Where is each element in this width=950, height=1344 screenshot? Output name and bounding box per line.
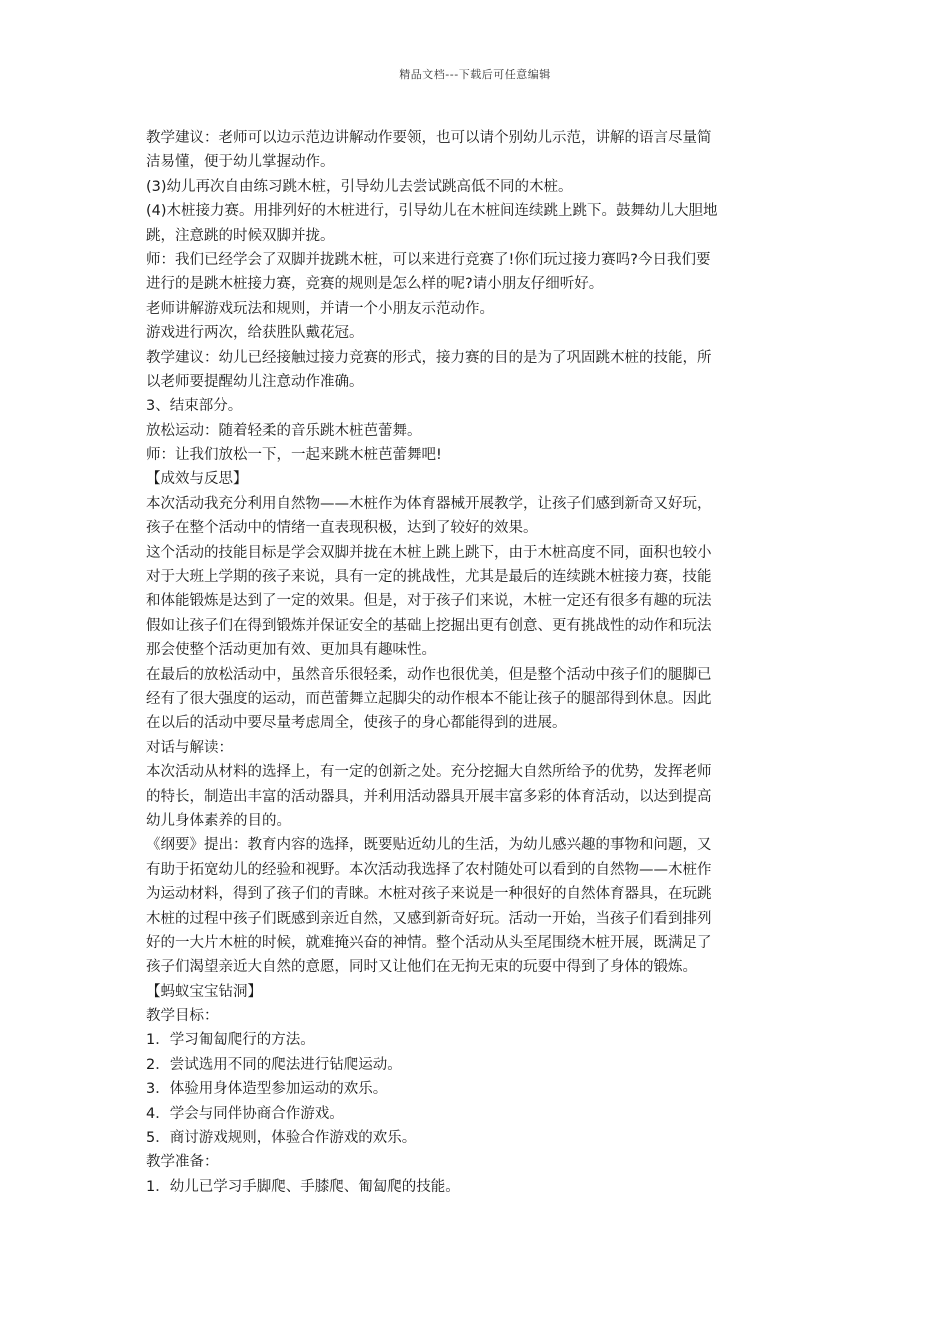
paragraph-line: 跳，注意跳的时候双脚并拢。 — [146, 227, 335, 244]
paragraph-line: 《纲要》提出：教育内容的选择，既要贴近幼儿的生活，为幼儿感兴趣的事物和问题，又 — [146, 837, 712, 854]
section-subheading: 3、结束部分。 — [146, 398, 243, 415]
paragraph-line: 的特长，制造出丰富的活动器具，并利用活动器具开展丰富多彩的体育活动，以达到提高 — [146, 788, 712, 805]
page-header: 精品文档---下载后可任意编辑 — [399, 68, 551, 81]
paragraph-line: 老师讲解游戏玩法和规则，并请一个小朋友示范动作。 — [146, 300, 494, 317]
list-item: 5．商讨游戏规则，体验合作游戏的欢乐。 — [146, 1130, 417, 1147]
list-item: 2．尝试选用不同的爬法进行钻爬运动。 — [146, 1056, 402, 1073]
section-heading-ant-activity: 【蚂蚁宝宝钻洞】 — [146, 983, 262, 1000]
paragraph-line: 对于大班上学期的孩子来说，具有一定的挑战性，尤其是最后的连续跳木桩接力赛，技能 — [146, 569, 712, 586]
paragraph-line: 好的一大片木桩的时候，就难掩兴奋的神情。整个活动从头至尾围绕木桩开展，既满足了 — [146, 934, 712, 951]
paragraph-line: 以老师要提醒幼儿注意动作准确。 — [146, 373, 364, 390]
paragraph-line: 和体能锻炼是达到了一定的效果。但是，对于孩子们来说，木桩一定还有很多有趣的玩法 — [146, 593, 712, 610]
paragraph-line: 在最后的放松活动中，虽然音乐很轻柔，动作也很优美，但是整个活动中孩子们的腿脚已 — [146, 666, 712, 683]
list-item: 1．幼儿已学习手脚爬、手膝爬、匍匐爬的技能。 — [146, 1178, 460, 1195]
paragraph-line: 师：让我们放松一下，一起来跳木桩芭蕾舞吧! — [146, 447, 442, 464]
list-item: 1．学习匍匐爬行的方法。 — [146, 1032, 315, 1049]
paragraph-line: 师：我们已经学会了双脚并拢跳木桩，可以来进行竞赛了!你们玩过接力赛吗?今日我们要 — [146, 251, 711, 268]
paragraph-line: 木桩的过程中孩子们既感到亲近自然，又感到新奇好玩。活动一开始，当孩子们看到排列 — [146, 910, 712, 927]
section-subheading: 对话与解读： — [146, 739, 233, 756]
paragraph-line: (3)幼儿再次自由练习跳木桩，引导幼儿去尝试跳高低不同的木桩。 — [146, 178, 573, 195]
list-item: 3．体验用身体造型参加运动的欢乐。 — [146, 1081, 388, 1098]
paragraph-line: (4)木桩接力赛。用排列好的木桩进行，引导幼儿在木桩间连续跳上跳下。鼓舞幼儿大胆地 — [146, 203, 718, 220]
paragraph-line: 假如让孩子们在得到锻炼并保证安全的基础上挖掘出更有创意、更有挑战性的动作和玩法 — [146, 617, 712, 634]
section-subheading: 教学准备： — [146, 1154, 219, 1171]
paragraph-line: 本次活动从材料的选择上，有一定的创新之处。充分挖掘大自然所给予的优势，发挥老师 — [146, 764, 712, 781]
paragraph-line: 有助于拓宽幼儿的经验和视野。本次活动我选择了农村随处可以看到的自然物——木桩作 — [146, 861, 712, 878]
paragraph-line: 教学建议：幼儿已经接触过接力竞赛的形式，接力赛的目的是为了巩固跳木桩的技能，所 — [146, 349, 712, 366]
section-heading-reflection: 【成效与反思】 — [146, 471, 248, 488]
paragraph-line: 放松运动：随着轻柔的音乐跳木桩芭蕾舞。 — [146, 422, 422, 439]
list-item: 4．学会与同伴协商合作游戏。 — [146, 1105, 344, 1122]
paragraph-line: 进行的是跳木桩接力赛，竞赛的规则是怎么样的呢?请小朋友仔细听好。 — [146, 276, 604, 293]
paragraph-line: 孩子在整个活动中的情绪一直表现积极，达到了较好的效果。 — [146, 520, 538, 537]
paragraph-line: 孩子们渴望亲近大自然的意愿，同时又让他们在无拘无束的玩耍中得到了身体的锻炼。 — [146, 959, 697, 976]
paragraph-line: 在以后的活动中要尽量考虑周全，使孩子的身心都能得到的进展。 — [146, 715, 567, 732]
section-subheading: 教学目标： — [146, 1008, 219, 1025]
paragraph-line: 游戏进行两次，给获胜队戴花冠。 — [146, 325, 364, 342]
paragraph-line: 幼儿身体素养的目的。 — [146, 812, 291, 829]
paragraph-line: 教学建议：老师可以边示范边讲解动作要领，也可以请个别幼儿示范，讲解的语言尽量简 — [146, 130, 712, 146]
paragraph-line: 经有了很大强度的运动，而芭蕾舞立起脚尖的动作根本不能让孩子的腿部得到休息。因此 — [146, 690, 712, 707]
paragraph-line: 本次活动我充分利用自然物——木桩作为体育器械开展教学，让孩子们感到新奇又好玩， — [146, 495, 712, 512]
paragraph-line: 那会使整个活动更加有效、更加具有趣味性。 — [146, 642, 436, 659]
paragraph-line: 这个活动的技能目标是学会双脚并拢在木桩上跳上跳下，由于木桩高度不同，面积也较小 — [146, 544, 712, 561]
paragraph-line: 洁易懂，便于幼儿掌握动作。 — [146, 154, 335, 171]
paragraph-line: 为运动材料，得到了孩子们的青睐。木桩对孩子来说是一种很好的自然体育器具，在玩跳 — [146, 886, 712, 903]
document-body — [146, 126, 808, 1199]
